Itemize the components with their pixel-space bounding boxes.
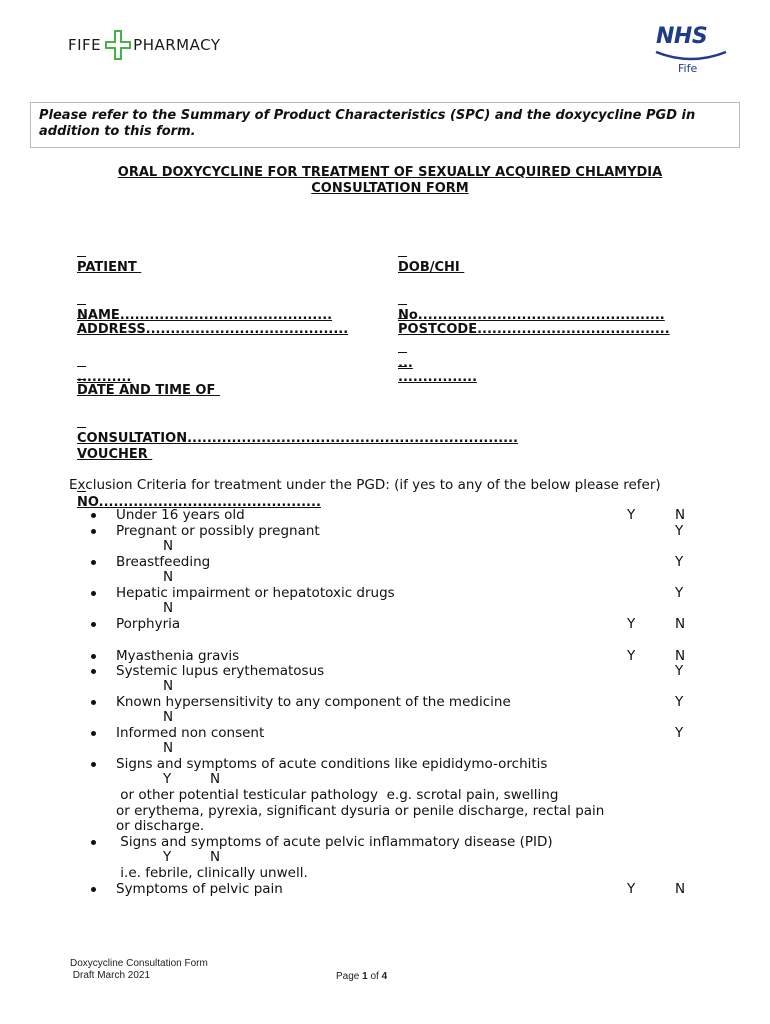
criterion-pid-no[interactable]: N	[210, 849, 221, 865]
criterion-lupus: Systemic lupus erythematosus	[116, 663, 325, 679]
bullet-icon	[91, 664, 99, 672]
bullet-icon	[91, 508, 99, 516]
criterion-epididymo-orchitis: Signs and symptoms of acute conditions like epididymo-orchitis	[116, 756, 548, 772]
criterion-pid-detail: i.e. febrile, clinically unwell.	[116, 865, 308, 881]
nhs-fife-logo	[648, 24, 730, 76]
form-title	[60, 165, 720, 197]
criterion-under-16: Under 16 years old	[116, 507, 245, 523]
form-title-line1: ORAL DOXYCYCLINE FOR TREATMENT OF SEXUALLY ACQUIRED CHLAMYDIA	[117, 165, 663, 180]
fife-pharmacy-logo	[68, 30, 221, 60]
bullet-icon	[91, 649, 99, 657]
page-current: 1	[362, 971, 368, 982]
spc-notice-text: Please refer to the Summary of Product Characteristics (SPC) and the doxycycline PGD in addition to this form.	[39, 108, 696, 139]
criterion-breastfeeding-yes[interactable]: Y	[675, 554, 684, 570]
logo-word-fife: FIFE	[68, 36, 102, 54]
criterion-non-consent-yes[interactable]: Y	[675, 725, 684, 741]
criterion-porphyria-yes[interactable]: Y	[627, 616, 636, 632]
criterion-pelvic-pain-yes[interactable]: Y	[627, 881, 636, 897]
dob-chi-label: DOB/CHI	[398, 260, 465, 275]
bullet-icon	[91, 695, 99, 703]
bullet-icon	[91, 757, 99, 765]
criterion-hepatic-impairment: Hepatic impairment or hepatotoxic drugs	[116, 585, 395, 601]
pharmacy-cross-icon	[105, 30, 131, 60]
nhs-logo-subtext: Fife	[678, 62, 698, 75]
criterion-pregnant-yes[interactable]: Y	[675, 523, 684, 539]
criterion-breastfeeding-no[interactable]: N	[163, 569, 174, 585]
nhs-logo-text: NHS	[656, 24, 708, 49]
criterion-epididymo-orchitis-yes[interactable]: Y	[163, 771, 172, 787]
patient-name-label: PATIENT	[77, 260, 142, 275]
criterion-myasthenia-gravis: Myasthenia gravis	[116, 648, 240, 664]
form-title-line2: CONSULTATION FORM	[311, 181, 469, 196]
criterion-non-consent: Informed non consent	[116, 725, 265, 741]
criterion-non-consent-no[interactable]: N	[163, 740, 174, 756]
bullet-icon	[91, 555, 99, 563]
criterion-pelvic-pain-no[interactable]: N	[675, 881, 686, 897]
bullet-icon	[91, 617, 99, 625]
footer-page-number	[336, 971, 387, 982]
voucher-line: NO.............................................	[77, 495, 321, 510]
address-line-cont: ...........	[77, 370, 132, 385]
exclusion-intro: Exclusion Criteria for treatment under the PGD: (if yes to any of the below please refer)	[69, 477, 661, 493]
criterion-epididymo-orchitis-detail-1: or other potential testicular pathology e.g. scrotal pain, swelling	[116, 787, 559, 803]
footer-doc-draft: Draft March 2021	[70, 970, 151, 981]
dob-chi-line: No..................................................	[398, 308, 665, 323]
bullet-icon	[91, 524, 99, 532]
criterion-lupus-yes[interactable]: Y	[675, 663, 684, 679]
criterion-myasthenia-gravis-no[interactable]: N	[675, 648, 686, 664]
criterion-hepatic-impairment-yes[interactable]: Y	[675, 585, 684, 601]
criterion-myasthenia-gravis-yes[interactable]: Y	[627, 648, 636, 664]
nhs-swoosh-icon	[654, 48, 728, 62]
criterion-pelvic-pain: Symptoms of pelvic pain	[116, 881, 283, 897]
page-of: of	[367, 971, 382, 982]
footer-document-info	[70, 958, 208, 982]
bullet-icon	[91, 835, 99, 843]
criterion-pregnant: Pregnant or possibly pregnant	[116, 523, 320, 539]
criterion-under-16-no[interactable]: N	[675, 507, 686, 523]
criterion-hepatic-impairment-no[interactable]: N	[163, 600, 174, 616]
page-total: 4	[381, 971, 388, 982]
criterion-under-16-yes[interactable]: Y	[627, 507, 636, 523]
bullet-icon	[91, 586, 99, 594]
dob-chi-line-cont: ...	[398, 356, 413, 371]
criterion-epididymo-orchitis-no[interactable]: N	[210, 771, 221, 787]
page-prefix: Page	[336, 971, 363, 982]
logo-word-pharmacy: PHARMACY	[133, 36, 221, 54]
bullet-icon	[91, 726, 99, 734]
consultation-line: CONSULTATION...................................................................	[77, 431, 518, 446]
criterion-hypersensitivity: Known hypersensitivity to any component of the medicine	[116, 694, 511, 710]
criterion-hypersensitivity-no[interactable]: N	[163, 709, 174, 725]
criterion-pid-yes[interactable]: Y	[163, 849, 172, 865]
spc-notice-box	[30, 102, 740, 148]
postcode-line-cont: ................	[398, 370, 478, 385]
criterion-epididymo-orchitis-detail-2: or erythema, pyrexia, significant dysuria or penile discharge, rectal pain	[116, 803, 605, 819]
voucher-label: VOUCHER	[77, 447, 153, 462]
postcode-label: POSTCODE.......................................	[398, 322, 670, 337]
criterion-porphyria: Porphyria	[116, 616, 181, 632]
address-label: ADDRESS.........................................	[77, 322, 349, 337]
patient-name-line: NAME...........................................	[77, 308, 333, 323]
criterion-pid: Signs and symptoms of acute pelvic inflammatory disease (PID)	[116, 834, 553, 850]
criterion-lupus-no[interactable]: N	[163, 678, 174, 694]
footer-doc-title: Doxycycline Consultation Form	[70, 958, 208, 969]
criterion-epididymo-orchitis-detail-3: or discharge.	[116, 818, 205, 834]
criterion-pregnant-no[interactable]: N	[163, 538, 174, 554]
bullet-icon	[91, 882, 99, 890]
criterion-porphyria-no[interactable]: N	[675, 616, 686, 632]
criterion-breastfeeding: Breastfeeding	[116, 554, 211, 570]
consultation-label: DATE AND TIME OF	[77, 383, 220, 398]
criterion-hypersensitivity-yes[interactable]: Y	[675, 694, 684, 710]
